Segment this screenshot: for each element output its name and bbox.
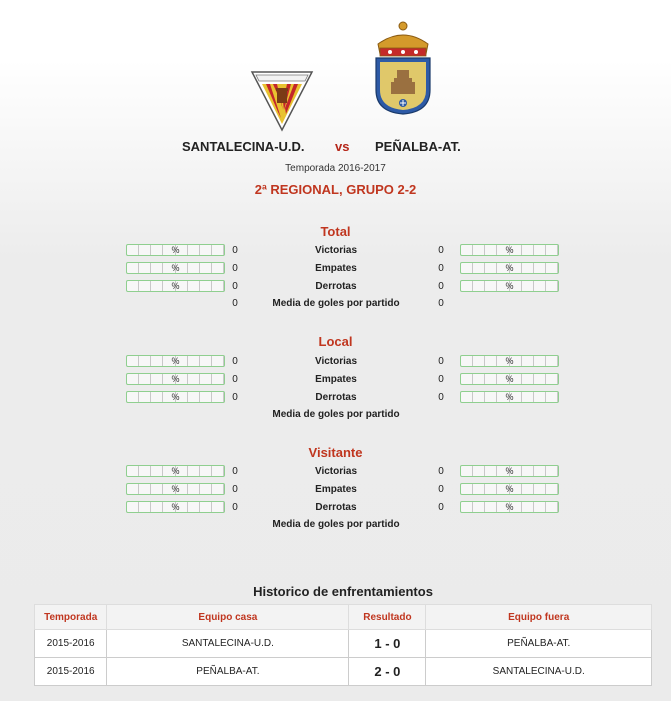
col-equipo-casa: Equipo casa (107, 605, 349, 630)
league-label: 2ª REGIONAL, GRUPO 2-2 (254, 182, 417, 197)
col-equipo-fuera: Equipo fuera (426, 605, 652, 630)
home-goals-avg: 0 (232, 298, 238, 309)
away-goals-avg: 0 (438, 298, 444, 309)
cell-season: 2015-2016 (35, 630, 107, 658)
season-label: Temporada 2016-2017 (285, 163, 386, 174)
cell-season: 2015-2016 (35, 658, 107, 686)
home-value: 0 (232, 502, 238, 513)
away-value: 0 (438, 374, 444, 385)
section-title-total: Total (320, 224, 351, 239)
home-value: 0 (232, 356, 238, 367)
pct-label: % (505, 484, 514, 494)
away-value: 0 (438, 502, 444, 513)
col-temporada: Temporada (35, 605, 107, 630)
cell-home: SANTALECINA-U.D. (107, 630, 349, 658)
row-label: Empates (315, 374, 357, 385)
away-value: 0 (438, 356, 444, 367)
home-victorias-local-bar (126, 355, 225, 367)
pct-label: % (171, 356, 180, 366)
penalba-crest-icon (372, 20, 434, 116)
pct-label: % (505, 374, 514, 384)
pct-label: % (505, 392, 514, 402)
pct-label: % (171, 484, 180, 494)
home-empates-visitante-bar (126, 483, 225, 495)
cell-result: 2 - 0 (349, 658, 426, 686)
home-victorias-total-bar (126, 244, 225, 256)
cell-result: 1 - 0 (349, 630, 426, 658)
row-label: Victorias (314, 356, 358, 367)
cell-away: PEÑALBA-AT. (426, 630, 652, 658)
away-derrotas-local-bar (460, 391, 559, 403)
away-value: 0 (438, 466, 444, 477)
home-empates-local-bar (126, 373, 225, 385)
table-row (35, 630, 652, 658)
history-header-row (35, 605, 652, 630)
home-derrotas-total-bar (126, 280, 225, 292)
goals-avg-label: Media de goles por partido (272, 519, 400, 530)
row-label: Empates (315, 484, 357, 495)
cell-home: PEÑALBA-AT. (107, 658, 349, 686)
pct-label: % (171, 392, 180, 402)
away-victorias-local-bar (460, 355, 559, 367)
pct-label: % (171, 466, 180, 476)
away-empates-total-bar (460, 262, 559, 274)
goals-avg-label: Media de goles por partido (272, 298, 400, 309)
row-label: Derrotas (315, 392, 357, 403)
away-value: 0 (438, 281, 444, 292)
home-value: 0 (232, 245, 238, 256)
home-derrotas-visitante-bar (126, 501, 225, 513)
vs-label: vs (335, 139, 350, 154)
table-row (35, 658, 652, 686)
away-value: 0 (438, 484, 444, 495)
home-value: 0 (232, 374, 238, 385)
home-value: 0 (232, 484, 238, 495)
pct-label: % (505, 281, 514, 291)
away-team-name: PEÑALBA-AT. (375, 139, 461, 154)
home-value: 0 (232, 263, 238, 274)
row-label: Derrotas (315, 281, 357, 292)
home-derrotas-local-bar (126, 391, 225, 403)
home-empates-total-bar (126, 262, 225, 274)
row-label: Derrotas (315, 502, 357, 513)
away-value: 0 (438, 263, 444, 274)
home-victorias-visitante-bar (126, 465, 225, 477)
away-victorias-total-bar (460, 244, 559, 256)
pct-label: % (171, 263, 180, 273)
col-resultado: Resultado (349, 605, 426, 630)
section-title-visitante: Visitante (308, 445, 363, 460)
history-title: Historico de enfrentamientos (253, 584, 433, 599)
away-empates-local-bar (460, 373, 559, 385)
row-label: Victorias (314, 466, 358, 477)
away-victorias-visitante-bar (460, 465, 559, 477)
pct-label: % (505, 502, 514, 512)
pct-label: % (171, 281, 180, 291)
cell-away: SANTALECINA-U.D. (426, 658, 652, 686)
row-label: Victorias (314, 245, 358, 256)
home-value: 0 (232, 466, 238, 477)
away-empates-visitante-bar (460, 483, 559, 495)
home-value: 0 (232, 281, 238, 292)
away-derrotas-total-bar (460, 280, 559, 292)
away-value: 0 (438, 245, 444, 256)
row-label: Empates (315, 263, 357, 274)
pct-label: % (505, 263, 514, 273)
pct-label: % (171, 374, 180, 384)
pct-label: % (505, 356, 514, 366)
away-derrotas-visitante-bar (460, 501, 559, 513)
history-table (34, 604, 652, 686)
goals-avg-label: Media de goles por partido (272, 409, 400, 420)
away-value: 0 (438, 392, 444, 403)
section-title-local: Local (318, 334, 353, 349)
home-value: 0 (232, 392, 238, 403)
pct-label: % (171, 502, 180, 512)
pct-label: % (171, 245, 180, 255)
home-team-name: SANTALECINA-U.D. (182, 139, 305, 154)
santalecina-crest-icon (250, 70, 314, 132)
pct-label: % (505, 466, 514, 476)
pct-label: % (505, 245, 514, 255)
